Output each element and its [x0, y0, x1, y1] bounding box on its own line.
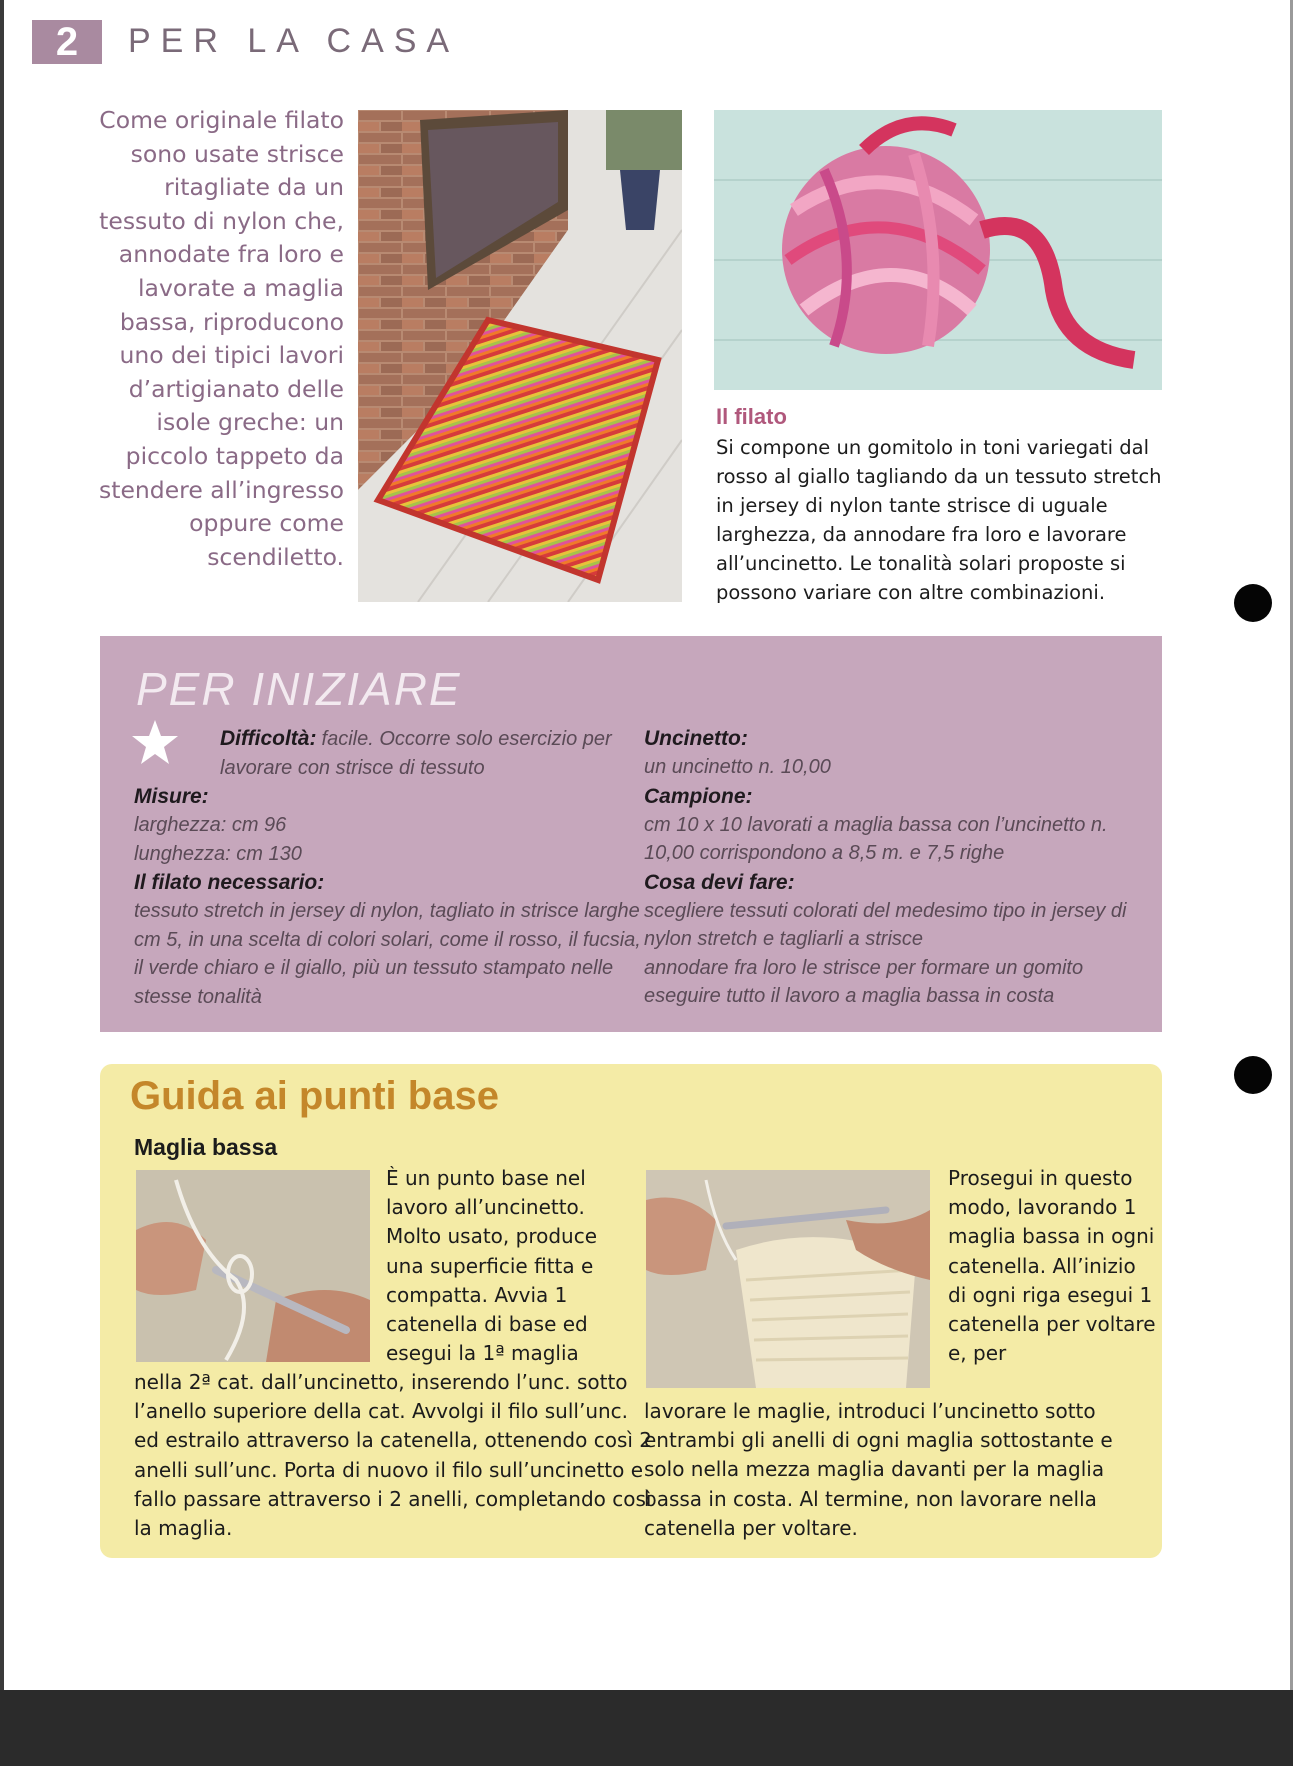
- iniziare-left-column: [134, 724, 654, 1011]
- rug-photo: [358, 110, 682, 602]
- guida-box: [100, 1064, 1162, 1558]
- larghezza-value: larghezza: cm 96: [134, 814, 287, 836]
- section-title: PER LA CASA: [128, 22, 460, 60]
- crochet-step1-illustration: [136, 1170, 370, 1362]
- step1-bottom-text: nella 2ª cat. dall’uncinetto, inserendo l’unc. sotto l’anello superiore della cat. Avvolgi il filo sull’unc. ed estrailo attraverso la catenella, ottenendo così 2 anelli sull’unc. Porta di nuovo il filo sull’uncinetto e fallo passare attraverso i 2 anelli, completando così la maglia.: [134, 1370, 652, 1541]
- step2-bottom-text: lavorare le maglie, introduci l’uncinetto sotto entrambi gli anelli di ogni maglia sottostante e solo nella mezza maglia davanti per la maglia bassa in costa. Al termine, non lavorare nella catenella per voltare.: [644, 1399, 1113, 1540]
- punch-hole-bottom: [1234, 1056, 1272, 1094]
- difficolta-row: [134, 724, 654, 782]
- uncinetto-label: Uncinetto:: [644, 727, 748, 750]
- campione-label: Campione:: [644, 784, 753, 808]
- difficolta-value: facile. Occorre solo esercizio per lavorare con strisce di tessuto: [220, 728, 612, 779]
- cosa-item-1: scegliere tessuti colorati del medesimo tipo in jersey di nylon stretch e tagliarli a strisce: [644, 899, 1127, 950]
- yarn-caption-text: Si compone un gomitolo in toni variegati dal rosso al giallo tagliando da un tessuto stretch in jersey di nylon tante strisce di uguale larghezza, da annodare fra loro e lavorare all’uncinetto. Le tonalità solari proposte si possono variare con altre combinazioni.: [716, 436, 1162, 604]
- iniziare-right-column: [644, 724, 1144, 1011]
- lunghezza-value: lunghezza: cm 130: [134, 842, 302, 865]
- page-number: 2: [32, 20, 102, 64]
- misure-label: Misure:: [134, 785, 209, 808]
- uncinetto-value: un uncinetto n. 10,00: [644, 756, 831, 778]
- filato-value: tessuto stretch in jersey di nylon, tagliato in strisce larghe cm 5, in una scelta di colori solari, come il rosso, il fucsia, il verde chiaro e il giallo, più un tessuto stampato nelle stesse tonalità: [134, 900, 641, 1008]
- punch-hole-top: [1234, 584, 1272, 622]
- cosa-item-2: annodare fra loro le strisce per formare un gomito: [644, 956, 1084, 979]
- step1-side-text: È un punto base nel lavoro all’uncinetto. Molto usato, produce una superficie fitta e compatta. Avvia 1 catenella di base ed esegui la 1ª maglia: [386, 1166, 598, 1366]
- campione-value: cm 10 x 10 lavorati a maglia bassa con l’uncinetto n. 10,00 corrispondono a 8,5 m. e 7,5 righe: [644, 813, 1108, 864]
- cosa-label: Cosa devi fare:: [644, 870, 795, 894]
- bottom-scan-bar: [0, 1690, 1293, 1766]
- per-iniziare-box: [100, 636, 1162, 1032]
- step2-side-text: Prosegui in questo modo, lavorando 1 maglia bassa in ogni catenella. All’inizio di ogni riga esegui 1 catenella per voltare e, per: [948, 1166, 1156, 1366]
- cosa-item-3: eseguire tutto il lavoro a maglia bassa in costa: [644, 985, 1055, 1007]
- crochet-step2-photo: [646, 1170, 930, 1388]
- guida-title: Guida ai punti base: [130, 1074, 499, 1118]
- page-edge: [0, 0, 4, 1766]
- yarn-photo: [714, 110, 1162, 390]
- per-iniziare-title: PER INIZIARE: [136, 663, 462, 715]
- difficolta-label: Difficoltà:: [220, 727, 317, 750]
- yarn-ball-illustration: [714, 110, 1162, 390]
- maglia-bassa-title: Maglia bassa: [134, 1134, 278, 1160]
- rug-photo-illustration: [358, 110, 682, 602]
- intro-text: Come originale filato sono usate strisce ritagliate da un tessuto di nylon che, annodate fra loro e lavorate a maglia bassa, riproducono uno dei tipici lavori d’artigianato delle isole greche: un piccolo tappeto da stendere all’ingresso oppure come scendiletto.: [99, 106, 344, 571]
- yarn-caption-title: Il filato: [716, 404, 787, 429]
- crochet-step1-photo: [136, 1170, 370, 1362]
- filato-label: Il filato necessario:: [134, 871, 325, 894]
- crochet-step2-illustration: [646, 1170, 930, 1388]
